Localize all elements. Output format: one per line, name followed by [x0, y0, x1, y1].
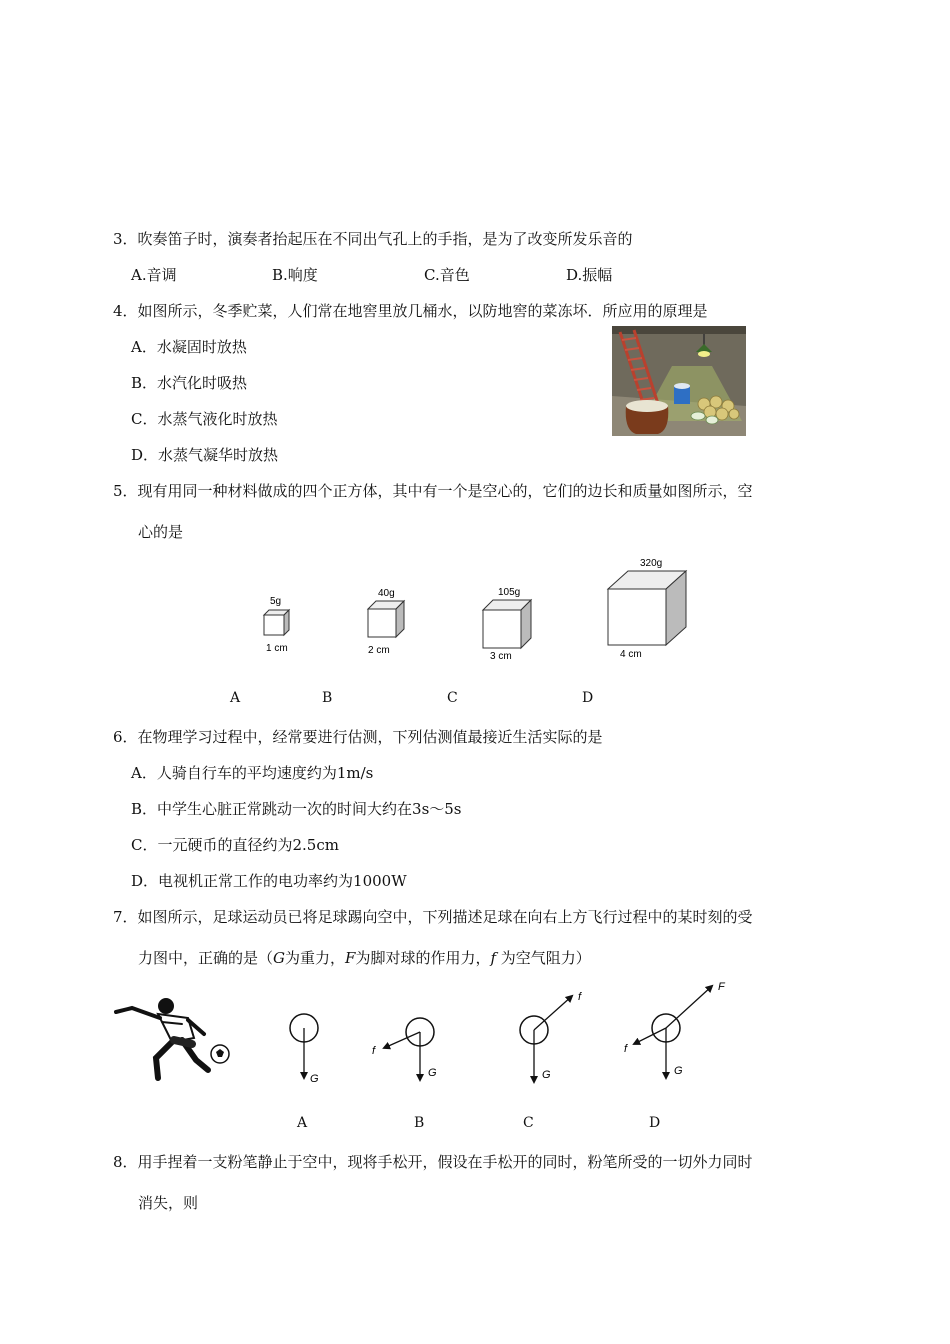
force-c-f-label: f — [578, 991, 582, 1003]
q5-label-a: A — [230, 690, 241, 706]
q6-option-b: B．中学生心脏正常跳动一次的时间大约在3s～5s — [131, 800, 462, 818]
cube-a — [264, 596, 289, 654]
force-diagram-c — [520, 991, 582, 1082]
q5-label-b: B — [322, 690, 333, 706]
force-b-g-label: G — [428, 1067, 437, 1079]
cube-b-side: 2 cm — [368, 645, 390, 656]
cube-a-side: 1 cm — [266, 643, 288, 654]
force-b-f-label: f — [372, 1045, 376, 1057]
q7-label-b: B — [414, 1115, 425, 1131]
cellar-illustration — [612, 326, 746, 436]
q6-option-a: A．人骑自行车的平均速度约为1m/s — [131, 764, 374, 782]
force-diagram-b — [372, 1018, 437, 1080]
force-diagram-a — [290, 1014, 319, 1085]
q3-stem: 3．吹奏笛子时，演奏者抬起压在不同出气孔上的手指，是为了改变所发乐音的 — [113, 230, 633, 248]
q3-option-b: B.响度 — [272, 266, 318, 284]
q5-label-d: D — [582, 690, 594, 706]
q3-option-a: A.音调 — [131, 266, 177, 284]
cube-d — [608, 558, 686, 660]
q4-option-a: A．水凝固时放热 — [131, 338, 247, 356]
q5-stem-line1: 5．现有用同一种材料做成的四个正方体，其中有一个是空心的，它们的边长和质量如图所示，空 — [113, 482, 753, 500]
cube-c-mass: 105g — [498, 587, 521, 598]
force-c-g-label: G — [542, 1069, 551, 1081]
q4-stem: 4．如图所示，冬季贮菜，人们常在地窖里放几桶水，以防地窖的菜冻坏．所应用的原理是 — [113, 302, 708, 320]
cube-c — [483, 587, 531, 662]
cube-b — [368, 588, 404, 656]
q7-stem-line1: 7．如图所示，足球运动员已将足球踢向空中，下列描述足球在向右上方飞行过程中的某时刻的受 — [113, 908, 753, 926]
soccer-player-icon — [116, 998, 208, 1078]
force-d-g-label: G — [674, 1065, 683, 1077]
cube-b-mass: 40g — [378, 588, 395, 599]
q8-stem-line1: 8．用手捏着一支粉笔静止于空中，现将手松开，假设在手松开的同时，粉笔所受的一切外力同时 — [113, 1153, 753, 1171]
q7-label-d: D — [649, 1115, 661, 1131]
q7-stem-line2: 力图中，正确的是（G为重力，F为脚对球的作用力，f 为空气阻力） — [138, 949, 591, 967]
q8-stem-line2: 消失，则 — [138, 1194, 199, 1212]
q3-option-c: C.音色 — [424, 266, 470, 284]
q4-option-d: D．水蒸气凝华时放热 — [131, 446, 279, 464]
force-diagram-d — [624, 981, 726, 1078]
q7-label-c: C — [523, 1115, 534, 1131]
cube-a-mass: 5g — [270, 596, 282, 607]
cube-d-side: 4 cm — [620, 649, 642, 660]
q7-force-figure — [112, 978, 742, 1088]
q3-option-d: D.振幅 — [566, 266, 613, 284]
force-d-F-label: F — [718, 981, 725, 993]
q6-option-c: C．一元硬币的直径约为2.5cm — [131, 836, 339, 854]
q5-stem-line2: 心的是 — [138, 523, 184, 541]
q6-option-d: D．电视机正常工作的电功率约为1000W — [131, 872, 407, 890]
q6-stem: 6．在物理学习过程中，经常要进行估测，下列估测值最接近生活实际的是 — [113, 728, 603, 746]
q4-option-b: B．水汽化时吸热 — [131, 374, 248, 392]
q5-label-c: C — [447, 690, 458, 706]
q4-option-c: C．水蒸气液化时放热 — [131, 410, 278, 428]
cube-d-mass: 320g — [640, 558, 663, 569]
q7-label-a: A — [297, 1115, 308, 1131]
cube-c-side: 3 cm — [490, 651, 512, 662]
force-d-f-label: f — [624, 1043, 628, 1055]
force-a-g-label: G — [310, 1073, 319, 1085]
soccer-ball-icon — [211, 1045, 229, 1063]
q5-cubes-figure — [250, 553, 700, 665]
